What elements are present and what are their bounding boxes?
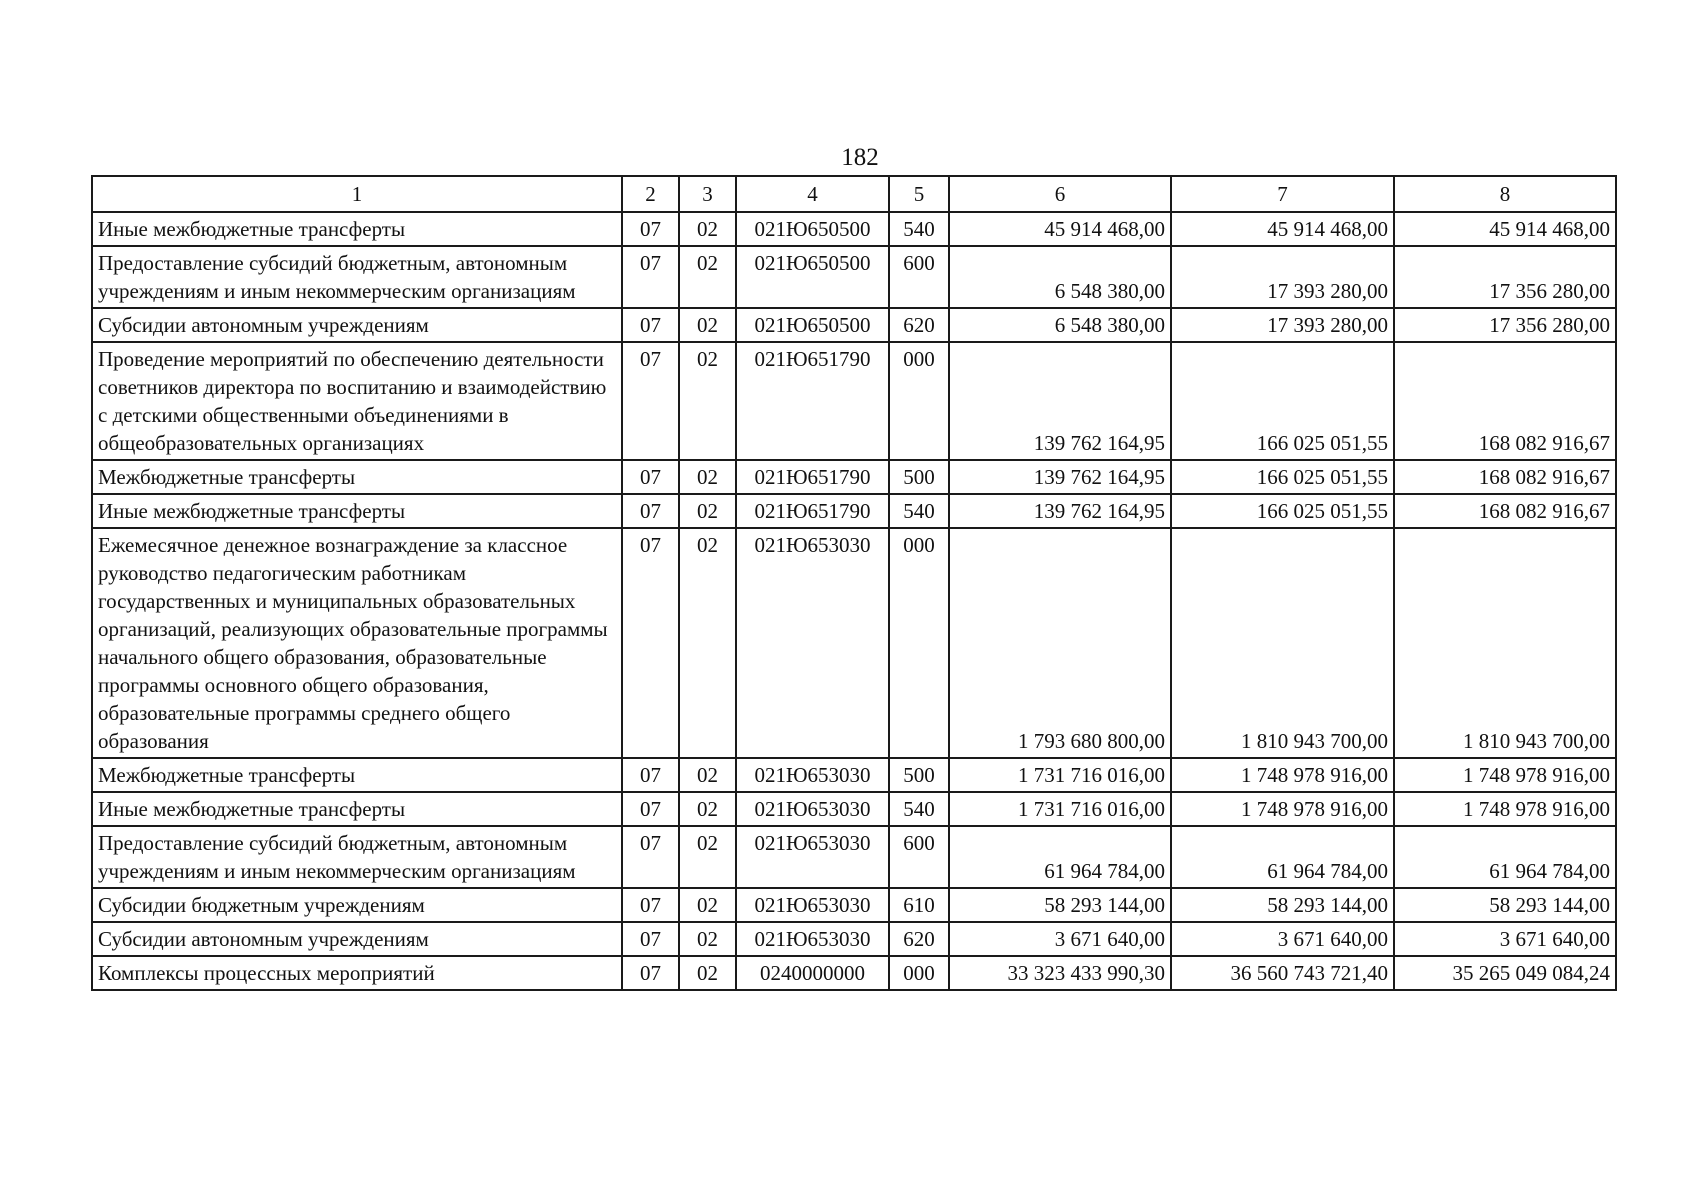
amount-col-6: 33 323 433 990,30 (949, 956, 1171, 990)
table-row (92, 888, 1616, 922)
expense-type-code: 500 (889, 758, 949, 792)
table-row (92, 494, 1616, 528)
budget-table (91, 175, 1617, 991)
row-label: Иные межбюджетные трансферты (92, 792, 622, 826)
target-article-code: 021Ю651790 (736, 494, 889, 528)
amount-col-7: 1 748 978 916,00 (1171, 758, 1394, 792)
header-cell-5: 5 (889, 176, 949, 212)
amount-col-7: 61 964 784,00 (1171, 826, 1394, 888)
expense-type-code: 620 (889, 922, 949, 956)
amount-col-6: 6 548 380,00 (949, 308, 1171, 342)
section-code: 07 (622, 826, 679, 888)
section-code: 07 (622, 888, 679, 922)
row-label: Субсидии бюджетным учреждениям (92, 888, 622, 922)
row-label: Субсидии автономным учреждениям (92, 308, 622, 342)
amount-col-7: 45 914 468,00 (1171, 212, 1394, 246)
amount-col-6: 58 293 144,00 (949, 888, 1171, 922)
amount-col-7: 166 025 051,55 (1171, 460, 1394, 494)
subsection-code: 02 (679, 212, 736, 246)
row-label: Иные межбюджетные трансферты (92, 212, 622, 246)
subsection-code: 02 (679, 792, 736, 826)
amount-col-6: 139 762 164,95 (949, 342, 1171, 460)
amount-col-7: 1 748 978 916,00 (1171, 792, 1394, 826)
header-cell-7: 7 (1171, 176, 1394, 212)
target-article-code: 0240000000 (736, 956, 889, 990)
target-article-code: 021Ю650500 (736, 246, 889, 308)
expense-type-code: 000 (889, 528, 949, 758)
table-row (92, 528, 1616, 758)
amount-col-6: 1 731 716 016,00 (949, 792, 1171, 826)
amount-col-7: 58 293 144,00 (1171, 888, 1394, 922)
row-label: Ежемесячное денежное вознаграждение за классное руководство педагогическим работникам государственных и муниципальных образовательных организаций, реализующих образовательные программы начального общего образования, образовательные программы основного общего образования, образовательные программы среднего общего образования (92, 528, 622, 758)
expense-type-code: 540 (889, 792, 949, 826)
table-row (92, 956, 1616, 990)
subsection-code: 02 (679, 922, 736, 956)
amount-col-8: 168 082 916,67 (1394, 342, 1616, 460)
subsection-code: 02 (679, 246, 736, 308)
header-cell-4: 4 (736, 176, 889, 212)
amount-col-6: 1 793 680 800,00 (949, 528, 1171, 758)
expense-type-code: 000 (889, 956, 949, 990)
expense-type-code: 620 (889, 308, 949, 342)
expense-type-code: 540 (889, 212, 949, 246)
section-code: 07 (622, 758, 679, 792)
target-article-code: 021Ю653030 (736, 758, 889, 792)
subsection-code: 02 (679, 758, 736, 792)
table-row (92, 308, 1616, 342)
section-code: 07 (622, 212, 679, 246)
row-label: Субсидии автономным учреждениям (92, 922, 622, 956)
table-header (92, 176, 1616, 212)
header-cell-8: 8 (1394, 176, 1616, 212)
amount-col-6: 3 671 640,00 (949, 922, 1171, 956)
subsection-code: 02 (679, 308, 736, 342)
amount-col-6: 61 964 784,00 (949, 826, 1171, 888)
table-row (92, 246, 1616, 308)
expense-type-code: 540 (889, 494, 949, 528)
section-code: 07 (622, 460, 679, 494)
expense-type-code: 610 (889, 888, 949, 922)
row-label: Комплексы процессных мероприятий (92, 956, 622, 990)
subsection-code: 02 (679, 494, 736, 528)
amount-col-7: 3 671 640,00 (1171, 922, 1394, 956)
header-row (92, 176, 1616, 212)
amount-col-7: 36 560 743 721,40 (1171, 956, 1394, 990)
target-article-code: 021Ю651790 (736, 342, 889, 460)
amount-col-6: 6 548 380,00 (949, 246, 1171, 308)
expense-type-code: 600 (889, 826, 949, 888)
header-cell-2: 2 (622, 176, 679, 212)
amount-col-6: 1 731 716 016,00 (949, 758, 1171, 792)
section-code: 07 (622, 792, 679, 826)
amount-col-8: 58 293 144,00 (1394, 888, 1616, 922)
amount-col-8: 61 964 784,00 (1394, 826, 1616, 888)
table-row (92, 922, 1616, 956)
amount-col-8: 1 810 943 700,00 (1394, 528, 1616, 758)
page-number: 182 (841, 144, 879, 171)
amount-col-8: 45 914 468,00 (1394, 212, 1616, 246)
section-code: 07 (622, 246, 679, 308)
subsection-code: 02 (679, 826, 736, 888)
target-article-code: 021Ю653030 (736, 528, 889, 758)
section-code: 07 (622, 494, 679, 528)
table-row (92, 212, 1616, 246)
amount-col-8: 17 356 280,00 (1394, 246, 1616, 308)
header-cell-1: 1 (92, 176, 622, 212)
header-cell-3: 3 (679, 176, 736, 212)
expense-type-code: 000 (889, 342, 949, 460)
amount-col-8: 35 265 049 084,24 (1394, 956, 1616, 990)
amount-col-8: 1 748 978 916,00 (1394, 792, 1616, 826)
amount-col-7: 17 393 280,00 (1171, 246, 1394, 308)
amount-col-7: 166 025 051,55 (1171, 342, 1394, 460)
amount-col-8: 17 356 280,00 (1394, 308, 1616, 342)
subsection-code: 02 (679, 888, 736, 922)
expense-type-code: 500 (889, 460, 949, 494)
amount-col-8: 168 082 916,67 (1394, 494, 1616, 528)
row-label: Проведение мероприятий по обеспечению деятельности советников директора по воспитанию и взаимодействию с детскими общественными объединениями в общеобразовательных организациях (92, 342, 622, 460)
amount-col-8: 168 082 916,67 (1394, 460, 1616, 494)
table-body (92, 212, 1616, 990)
section-code: 07 (622, 922, 679, 956)
amount-col-8: 1 748 978 916,00 (1394, 758, 1616, 792)
row-label: Иные межбюджетные трансферты (92, 494, 622, 528)
target-article-code: 021Ю653030 (736, 826, 889, 888)
amount-col-6: 45 914 468,00 (949, 212, 1171, 246)
subsection-code: 02 (679, 528, 736, 758)
table-row (92, 342, 1616, 460)
section-code: 07 (622, 528, 679, 758)
target-article-code: 021Ю653030 (736, 922, 889, 956)
table-row (92, 758, 1616, 792)
amount-col-7: 17 393 280,00 (1171, 308, 1394, 342)
row-label: Предоставление субсидий бюджетным, автономным учреждениям и иным некоммерческим организациям (92, 826, 622, 888)
section-code: 07 (622, 308, 679, 342)
header-cell-6: 6 (949, 176, 1171, 212)
table-row (92, 792, 1616, 826)
amount-col-6: 139 762 164,95 (949, 460, 1171, 494)
section-code: 07 (622, 956, 679, 990)
target-article-code: 021Ю651790 (736, 460, 889, 494)
row-label: Межбюджетные трансферты (92, 758, 622, 792)
subsection-code: 02 (679, 956, 736, 990)
amount-col-7: 1 810 943 700,00 (1171, 528, 1394, 758)
target-article-code: 021Ю653030 (736, 792, 889, 826)
amount-col-7: 166 025 051,55 (1171, 494, 1394, 528)
table-row (92, 826, 1616, 888)
row-label: Межбюджетные трансферты (92, 460, 622, 494)
row-label: Предоставление субсидий бюджетным, автономным учреждениям и иным некоммерческим организациям (92, 246, 622, 308)
target-article-code: 021Ю653030 (736, 888, 889, 922)
amount-col-8: 3 671 640,00 (1394, 922, 1616, 956)
target-article-code: 021Ю650500 (736, 308, 889, 342)
expense-type-code: 600 (889, 246, 949, 308)
section-code: 07 (622, 342, 679, 460)
subsection-code: 02 (679, 342, 736, 460)
target-article-code: 021Ю650500 (736, 212, 889, 246)
table-row (92, 460, 1616, 494)
subsection-code: 02 (679, 460, 736, 494)
amount-col-6: 139 762 164,95 (949, 494, 1171, 528)
